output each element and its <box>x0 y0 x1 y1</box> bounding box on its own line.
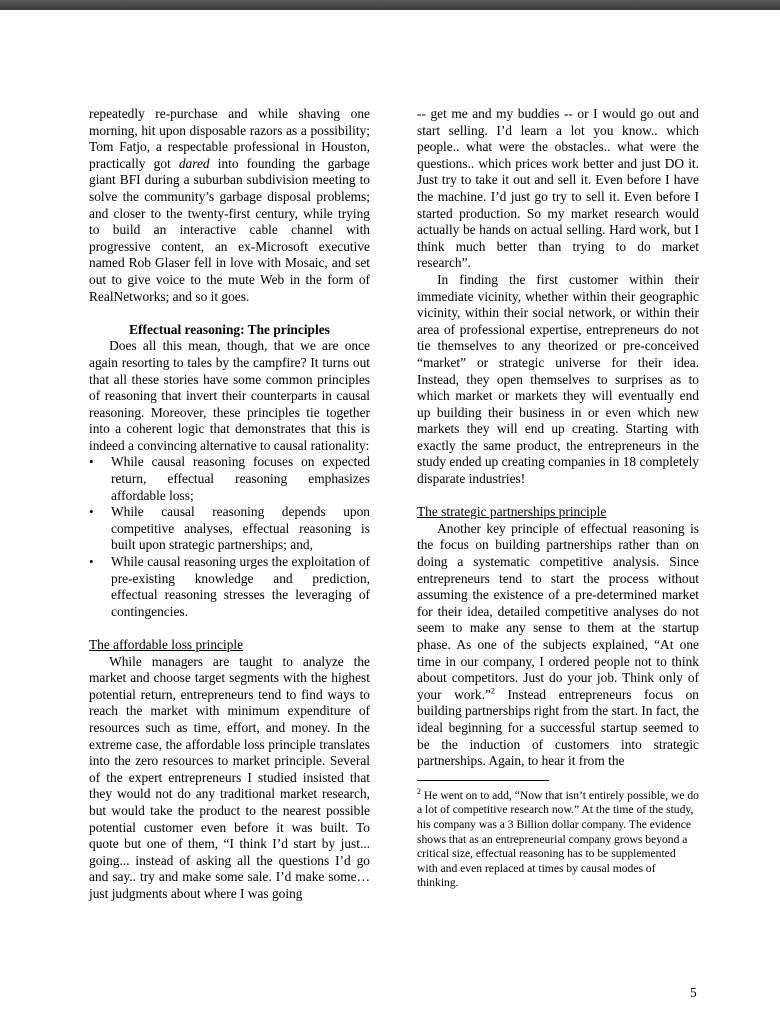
right-column <box>417 106 699 891</box>
principles-list <box>89 454 370 620</box>
heading-affordable-loss: The affordable loss principle <box>89 637 244 652</box>
quote-continuation-paragraph: -- get me and my buddies -- or I would go out and start selling. I’d learn a lot you know.. which people.. what were the obstacles.. what were the questions.. which prices work better and just DO it. Just try to take it out and sell it. Even before I have the machine. I’d just go try to sell it. Even before I started production. So my market research would actually be hands on actual selling. Hard work, but I think much better than trying to do market research”. <box>417 106 699 271</box>
window-top-bar <box>0 0 780 10</box>
partnerships-paragraph: Another key principle of effectual reasoning is the focus on building partnerships rather than on doing a systematic competitive analysis. Since entrepreneurs tend to start the process without assuming the existence of a pre-determined market for their idea, detailed competitive analyses do not seem to make any sense to them at the startup phase. As one of the subjects explained, “At one time in our company, I ordered people not to think about competitors. Just do your job. Think only of your work.”$^2$ Instead entrepreneurs focus on building partnerships right from the start. In fact, the ideal beginning for a successful startup seemed to be the induction of customers into strategic partnerships. Again, to hear it from the <box>417 520 699 769</box>
page-number: 5 <box>690 985 697 1000</box>
list-item: • While causal reasoning focuses on expected return, effectual reasoning emphasizes affordable loss; <box>89 454 370 503</box>
footnote: $^2$ He went on to add, “Now that isn’t entirely possible, we do a lot of competitive research now.” At the time of the study, his company was a 3 Billion dollar company. The evidence shows that as an entrepreneurial company grows beyond a critical size, effectual reasoning has to be supplemented with and even replaced at times by causal modes of thinking. <box>417 786 699 890</box>
bullet-icon: • <box>89 454 94 470</box>
bullet-icon: • <box>89 504 94 520</box>
emphasis-dared: dared <box>178 155 210 171</box>
footnote-number: 2 <box>417 786 421 796</box>
intro-paragraph: repeatedly re-purchase and while shaving one morning, hit upon disposable razors as a possibility; Tom Fatjo, a respectable professional in Houston, practically got dared into founding the garbage giant BFI during a suburban subdivision meeting to solve the community’s garbage disposal problems; and closer to the twenty-first century, while trying to build an interactive cable channel with progressive content, an ex-Microsoft executive named Rob Glaser fell in love with Mosaic, and set out to give voice to the mute Web in the form of RealNetworks; and so it goes. <box>89 106 371 304</box>
principles-paragraph: Does all this mean, though, that we are once again resorting to tales by the campfire? It turns out that all these stories have some common principles of reasoning that invert their counterparts in causal reasoning. Moreover, these principles tie together into a coherent logic that demonstrates that this is indeed a convincing alternative to causal rationality: <box>89 338 370 453</box>
left-column <box>89 106 370 903</box>
list-item: • While causal reasoning urges the exploitation of pre-existing knowledge and prediction, effectual reasoning stresses the leveraging of contingencies. <box>89 554 370 619</box>
heading-principles: Effectual reasoning: The principles <box>129 321 330 337</box>
first-customer-paragraph: In finding the first customer within their immediate vicinity, whether within their geographic vicinity, within their social network, or within their area of professional expertise, entrepreneurs do not tie themselves to any theorized or pre-conceived “market” or strategic universe for their idea. Instead, they open themselves to surprises as to which market or markets they will eventually end up building their business in or even which new markets they will end up creating. Starting with exactly the same product, the entrepreneurs in the study ended up creating companies in 18 completely disparate industries! <box>417 271 699 487</box>
heading-strategic-partnerships: The strategic partnerships principle <box>417 504 607 520</box>
list-item: • While causal reasoning depends upon competitive analyses, effectual reasoning is built upon strategic partnerships; and, <box>89 504 370 553</box>
bullet-icon: • <box>89 554 94 570</box>
affordable-loss-paragraph: While managers are taught to analyze the market and choose target segments with the highest potential return, entrepreneurs tend to find ways to reach the market with minimum expenditure of resources such as time, effort, and money. In the extreme case, the affordable loss principle translates into the zero resources to market principle. Several of the expert entrepreneurs I studied insisted that they would not do any traditional market research, but would take the product to the nearest possible potential customer even before it was built. To quote but one of them, “I think I’d start by just... going... instead of asking all the questions I’d go and say.. try and make some sale. I’d make some… just judgments about where I was going <box>89 653 370 901</box>
footnote-divider <box>417 780 549 781</box>
footnote-reference[interactable]: 2 <box>490 686 495 696</box>
